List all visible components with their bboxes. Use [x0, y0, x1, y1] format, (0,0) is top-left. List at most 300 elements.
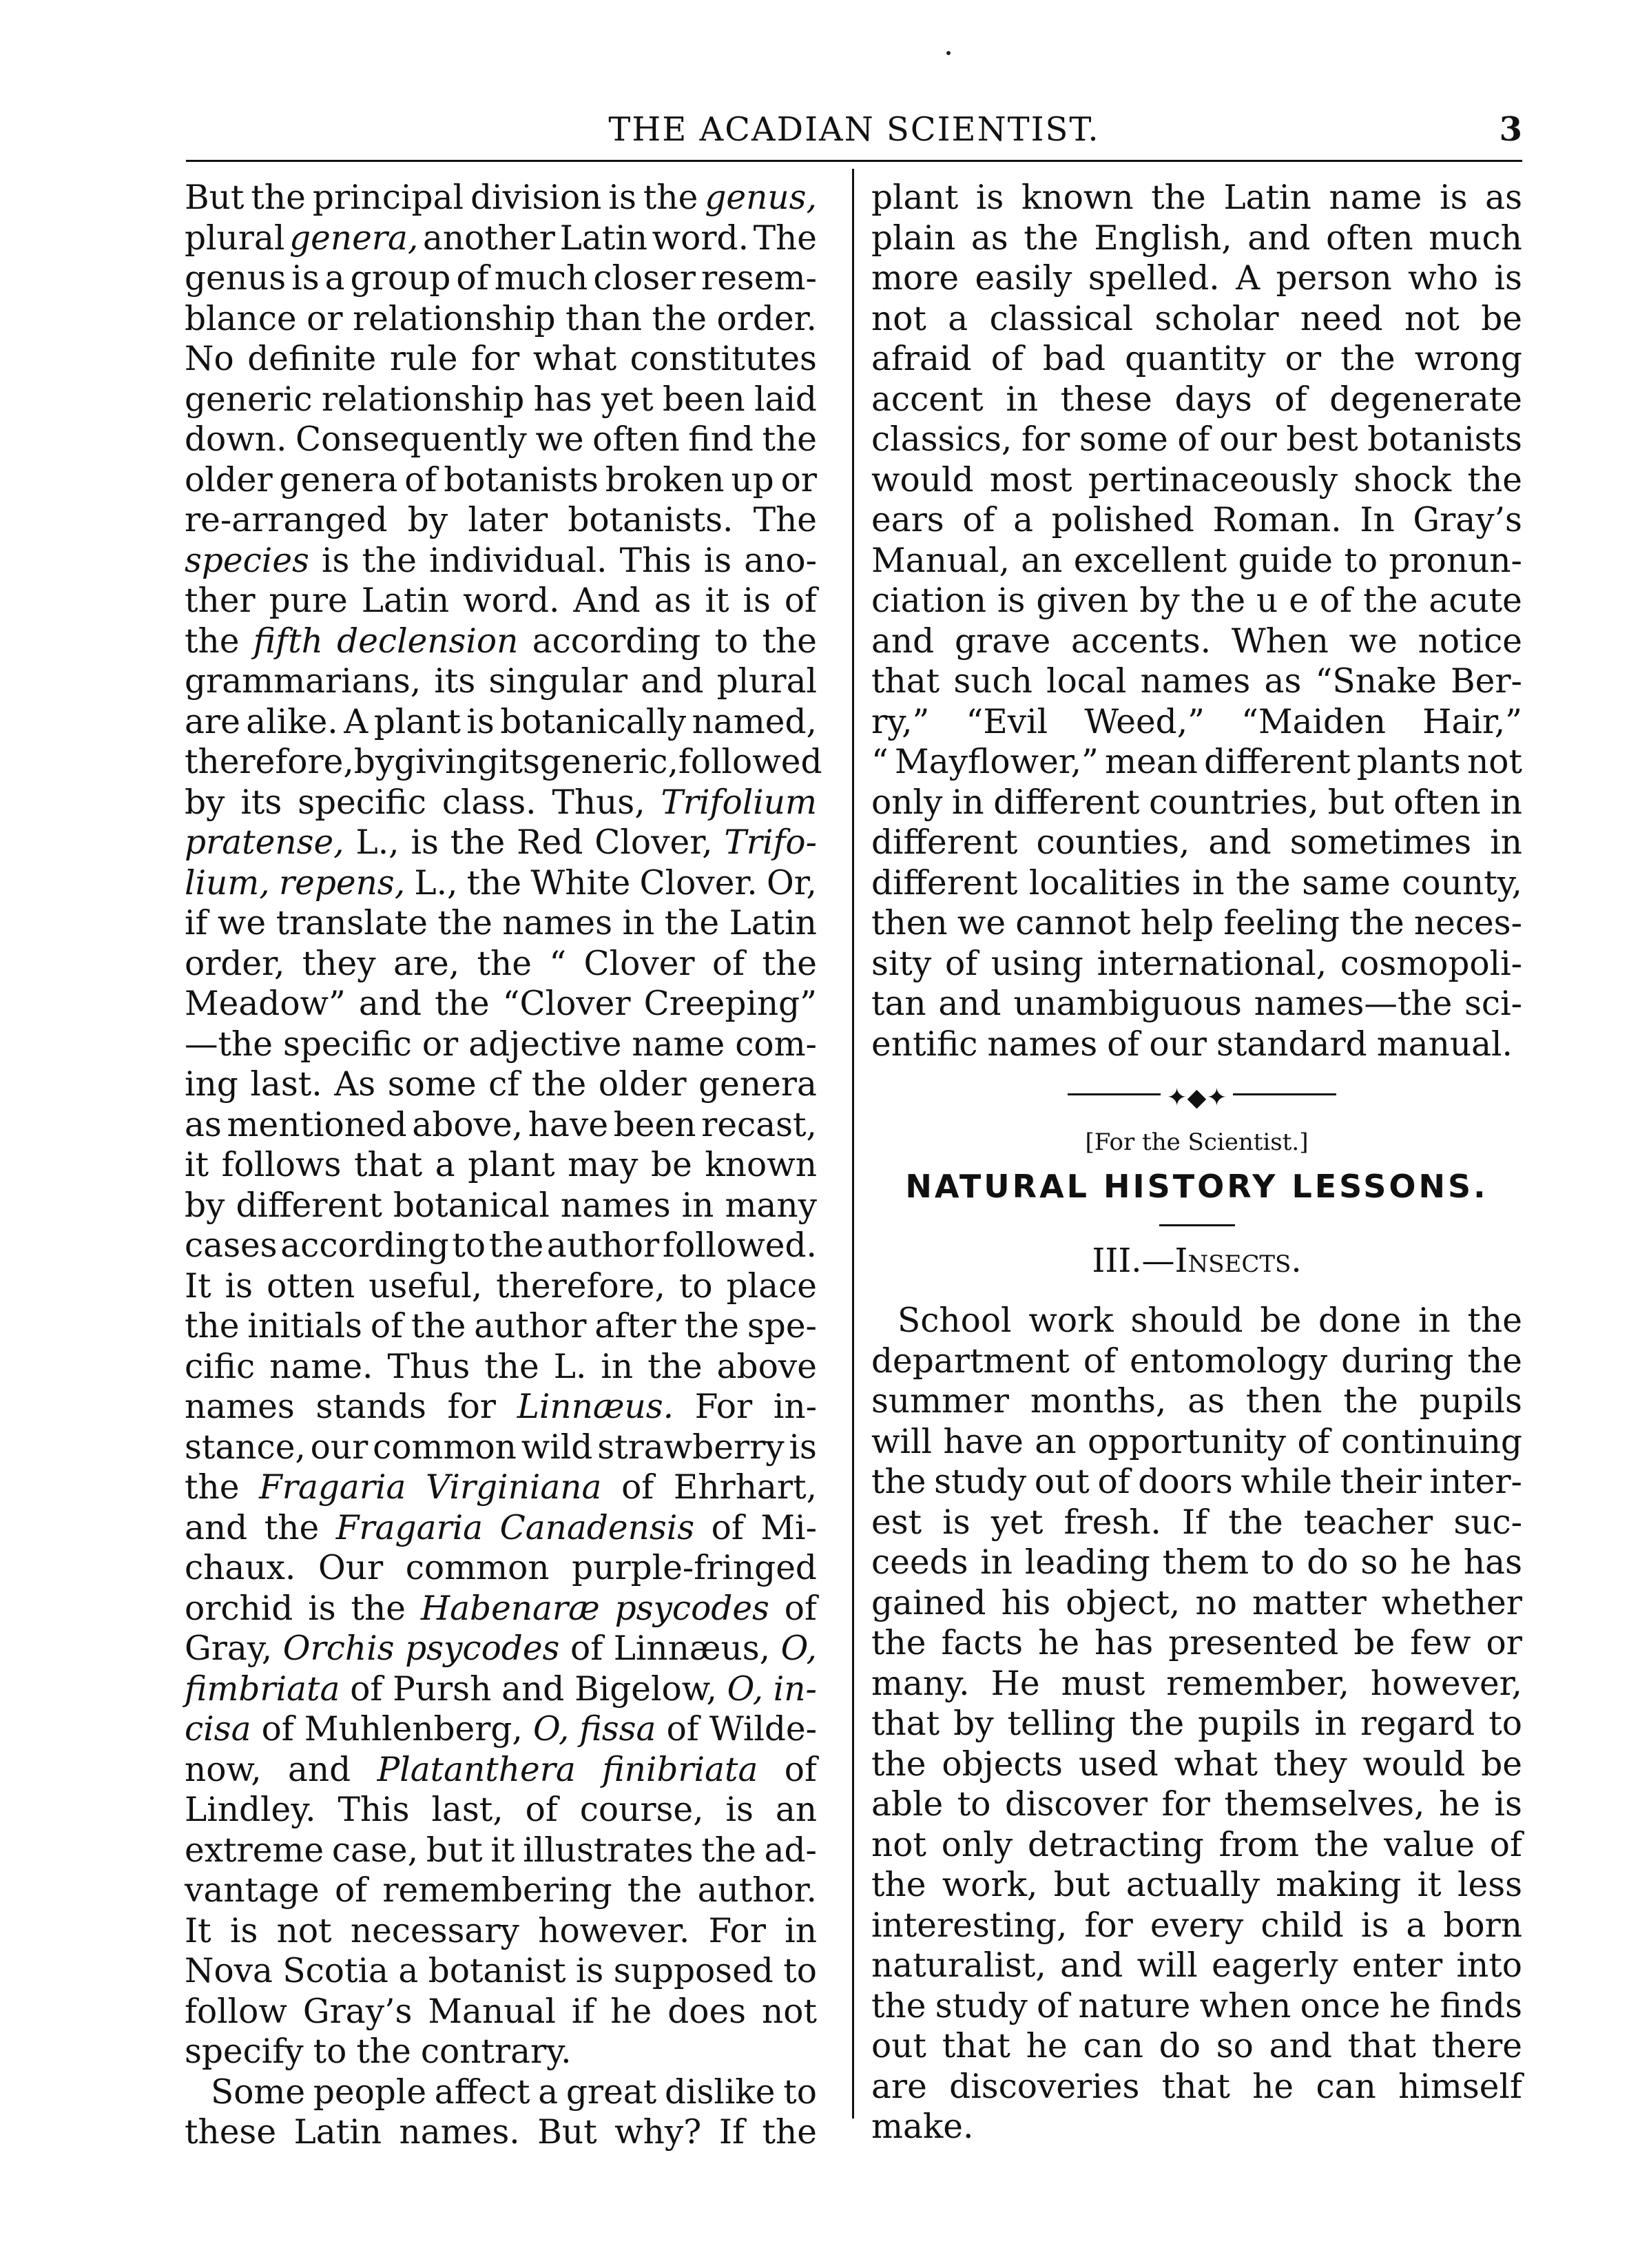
- word: entific: [871, 1024, 978, 1064]
- word: fresh.: [1063, 1503, 1161, 1542]
- word: been: [662, 380, 745, 419]
- word: strawberry: [597, 1427, 785, 1467]
- word: it: [1417, 1866, 1442, 1904]
- word: nature: [1078, 1986, 1191, 2025]
- word: the: [450, 823, 506, 862]
- word: a: [324, 259, 345, 298]
- italic-word: genera,: [289, 218, 419, 258]
- word: cf: [488, 1065, 520, 1104]
- word: acute: [1429, 581, 1522, 620]
- word: vantage: [185, 1871, 320, 1910]
- word: the: [871, 1744, 926, 1784]
- text-line: [871, 1906, 1522, 1946]
- text-line: [185, 2032, 817, 2072]
- word: plant: [373, 702, 461, 741]
- word: the: [647, 1347, 703, 1386]
- word: and: [1060, 1946, 1123, 1985]
- word: names.: [399, 2113, 520, 2152]
- word: we: [217, 904, 267, 942]
- word: is: [308, 1589, 336, 1628]
- section-subtitle: III.—Insects.: [1092, 1241, 1302, 1280]
- word: is: [575, 1952, 604, 1990]
- word: mentioned: [227, 1105, 407, 1144]
- word: dislike: [664, 2072, 776, 2112]
- word: that: [1161, 2067, 1230, 2106]
- word: English,: [1094, 218, 1232, 258]
- word: by: [353, 743, 395, 781]
- word: cific: [185, 1347, 256, 1386]
- word: remembering: [382, 1871, 612, 1910]
- italic-word: declension: [337, 621, 519, 661]
- word: the: [684, 1307, 739, 1346]
- text-line: [871, 1986, 1522, 2027]
- word: the: [477, 944, 532, 983]
- word: yet: [601, 380, 654, 419]
- text-line: [871, 903, 1522, 944]
- word: that: [942, 2027, 1010, 2065]
- word: discoveries: [949, 2067, 1140, 2106]
- word: has: [1094, 1624, 1154, 1662]
- word: Latin: [1223, 178, 1311, 217]
- word: of: [1037, 1986, 1070, 2025]
- word: extreme: [185, 1831, 324, 1870]
- text-line: [871, 783, 1522, 823]
- word: Some: [211, 2072, 306, 2112]
- word: if: [571, 1992, 595, 2031]
- word: Our: [318, 1549, 384, 1587]
- text-line: [185, 460, 817, 501]
- word: of: [334, 1871, 368, 1910]
- word: plant: [468, 1146, 555, 1184]
- word: manual.: [1376, 1024, 1513, 1064]
- text-line: [185, 1589, 817, 1629]
- word: often: [592, 420, 680, 459]
- word: the: [627, 1871, 683, 1910]
- word: and: [358, 984, 422, 1023]
- word: recast,: [701, 1105, 817, 1144]
- word: Clover: [583, 944, 695, 983]
- word: scholar: [1154, 299, 1279, 338]
- word: the: [762, 621, 817, 661]
- text-line: [871, 2067, 1522, 2107]
- word: the: [1151, 178, 1206, 217]
- word: Gray’s: [302, 1992, 413, 2031]
- word: an: [1021, 541, 1063, 580]
- text-line: [185, 1064, 817, 1105]
- word: telling: [1007, 1704, 1116, 1743]
- word: they: [302, 944, 376, 983]
- word: names: [185, 1388, 295, 1426]
- word: to: [678, 1266, 713, 1306]
- word: would: [871, 460, 974, 499]
- word: is: [291, 259, 320, 298]
- word: genera: [279, 460, 398, 499]
- word: the: [652, 299, 707, 338]
- word: interesting,: [871, 1906, 1068, 1945]
- word: If: [1181, 1503, 1208, 1542]
- word: Latin: [729, 904, 817, 942]
- word: purple-fringed: [572, 1549, 817, 1587]
- text-line: [871, 420, 1522, 460]
- word: so: [1216, 2027, 1254, 2065]
- word: Gray,: [185, 1629, 273, 1668]
- word: only: [871, 783, 943, 822]
- word: Mayflower,”: [895, 743, 1099, 781]
- word: is: [1360, 1906, 1389, 1945]
- word: mean: [1105, 743, 1198, 781]
- stray-mark: [946, 51, 951, 55]
- word: is: [789, 1427, 817, 1467]
- word: of: [570, 1629, 603, 1668]
- word: days: [1174, 380, 1252, 419]
- text-line: [185, 1467, 817, 1508]
- word: “Maiden: [1241, 702, 1386, 741]
- word: cosmopoli-: [1340, 944, 1522, 983]
- text-line: [871, 1623, 1522, 1664]
- word: many: [725, 1186, 817, 1225]
- word: summer: [871, 1382, 1009, 1421]
- word: names: [502, 904, 613, 942]
- text-line: [185, 1387, 817, 1427]
- word: relationship: [353, 299, 556, 338]
- word: initials: [247, 1307, 362, 1346]
- word: in: [1314, 1704, 1347, 1743]
- word: used: [1078, 1744, 1159, 1784]
- word: themselves,: [1224, 1785, 1425, 1824]
- word: not: [276, 1911, 332, 1950]
- word: been: [613, 1105, 696, 1144]
- word: different: [993, 783, 1140, 822]
- running-header: [186, 109, 1522, 150]
- text-line: [185, 1226, 817, 1266]
- text-line: [185, 1992, 817, 2032]
- text-line: [871, 460, 1522, 501]
- word: has: [1463, 1543, 1522, 1582]
- word: and: [938, 984, 1002, 1023]
- word: —the: [185, 1024, 273, 1064]
- word: sity: [871, 944, 932, 983]
- word: is: [411, 823, 439, 862]
- word: or: [1486, 1624, 1522, 1662]
- word: botanists.: [568, 501, 734, 539]
- word: the: [437, 904, 492, 942]
- text-line: [871, 984, 1522, 1024]
- word: as: [971, 218, 1008, 258]
- word: by: [407, 501, 448, 539]
- word: is: [322, 541, 350, 580]
- text-line: [185, 1024, 817, 1065]
- word: child: [1260, 1906, 1344, 1945]
- italic-word: Habenaræ: [420, 1589, 600, 1628]
- word: the: [762, 2113, 817, 2152]
- word: its: [240, 783, 282, 822]
- word: ears: [871, 501, 944, 539]
- word: Creeping”: [643, 984, 817, 1023]
- word: the: [871, 1463, 926, 1501]
- word: what: [532, 340, 617, 378]
- word: down.: [185, 420, 287, 459]
- word: he: [1410, 1543, 1452, 1582]
- word: after: [594, 1307, 676, 1346]
- word: every: [1150, 1906, 1244, 1945]
- word: actually: [1125, 1866, 1260, 1904]
- word: plain: [871, 218, 956, 258]
- word: Gray’s: [1413, 501, 1522, 539]
- text-line: [185, 1105, 817, 1146]
- word: the: [1190, 581, 1246, 620]
- word: to: [714, 621, 749, 661]
- word: an: [1035, 1422, 1077, 1461]
- word: notice: [1418, 621, 1522, 661]
- word: accents.: [1071, 621, 1212, 661]
- text-line: [185, 258, 817, 299]
- word: our: [1149, 1024, 1207, 1064]
- word: some: [387, 1065, 477, 1104]
- word: best: [1286, 420, 1358, 459]
- word: to: [783, 1952, 817, 1990]
- word: be: [651, 1146, 692, 1184]
- word: Manual: [428, 1992, 556, 2031]
- word: a: [1406, 1906, 1426, 1945]
- word: gained: [871, 1583, 986, 1622]
- word: And: [573, 581, 641, 620]
- word: genera: [698, 1065, 817, 1104]
- word: translate: [276, 904, 428, 942]
- text-line: [185, 1750, 817, 1791]
- word: local: [1046, 662, 1127, 701]
- word: help: [1140, 904, 1214, 942]
- word: the: [531, 1065, 587, 1104]
- word: word.: [463, 581, 560, 620]
- word: in-: [773, 1388, 817, 1426]
- word: it: [185, 1146, 209, 1184]
- word: affect: [434, 2072, 530, 2112]
- word: rule: [389, 340, 458, 378]
- word: inter-: [1429, 1463, 1522, 1501]
- word: case,: [331, 1831, 419, 1870]
- word: Scotia: [282, 1952, 388, 1990]
- word: place: [726, 1266, 817, 1306]
- word: some: [1079, 420, 1168, 459]
- word: pupils: [1198, 1704, 1301, 1743]
- word: however,: [1370, 1664, 1522, 1703]
- word: is: [229, 1911, 258, 1950]
- word: but: [1327, 783, 1384, 822]
- word: tan: [871, 984, 926, 1023]
- text-line: [871, 742, 1522, 783]
- word: naturalist,: [871, 1946, 1046, 1985]
- word: guide: [1238, 541, 1334, 580]
- word: definite: [247, 340, 377, 378]
- word: specific: [282, 1024, 412, 1064]
- word: our: [310, 1427, 369, 1467]
- word: as: [1187, 1382, 1225, 1421]
- word: polished: [1051, 501, 1194, 539]
- word: Latin: [559, 218, 647, 258]
- word: therefore,: [496, 1266, 665, 1306]
- word: of: [1083, 1341, 1117, 1381]
- text-line: [185, 339, 817, 380]
- word: for: [1084, 1906, 1133, 1945]
- word: older: [185, 460, 273, 499]
- text-line: [185, 1831, 817, 1871]
- word: a: [435, 1146, 455, 1184]
- word: what: [1174, 1744, 1258, 1784]
- word: afraid: [871, 340, 972, 378]
- word: the: [356, 2032, 411, 2071]
- text-line: [185, 178, 817, 218]
- word: ing: [185, 1065, 238, 1104]
- word: botanists: [444, 460, 599, 499]
- italic-word: Linnæus.: [517, 1388, 674, 1426]
- word: excellent: [1073, 541, 1227, 580]
- italic-word: Platanthera: [377, 1750, 576, 1789]
- word: supposed: [613, 1952, 774, 1990]
- word: should: [1130, 1301, 1243, 1340]
- text-line: [871, 1462, 1522, 1503]
- word: of: [711, 1508, 744, 1547]
- word: from: [1218, 1825, 1299, 1864]
- text-line: [185, 1347, 817, 1388]
- text-line: [185, 2072, 817, 2113]
- word: L.,: [355, 823, 400, 862]
- text-line: [185, 1870, 817, 1911]
- word: the: [1236, 863, 1291, 903]
- word: the: [1228, 1503, 1283, 1542]
- word: leading: [1024, 1543, 1150, 1582]
- italic-word: psycodes: [614, 1589, 769, 1628]
- text-line: [871, 944, 1522, 984]
- word: by: [953, 1704, 994, 1743]
- word: Consequently: [295, 420, 527, 459]
- word: “Evil: [966, 702, 1048, 741]
- word: last,: [431, 1791, 504, 1829]
- word: “Snake: [1315, 662, 1437, 701]
- word: Or,: [766, 863, 817, 903]
- word: great: [566, 2072, 657, 2112]
- word: while: [1241, 1463, 1332, 1501]
- word: in: [622, 904, 655, 942]
- word: not: [762, 1992, 817, 2031]
- word: he: [1026, 2027, 1068, 2065]
- text-line: [185, 984, 817, 1024]
- word: principal: [312, 178, 464, 217]
- text-line: [185, 1709, 817, 1750]
- page-number: 3: [1499, 110, 1522, 149]
- word: L.: [553, 1347, 587, 1386]
- word: author.: [697, 1871, 817, 1910]
- word: for: [1021, 420, 1070, 459]
- italic-word: Canadensis: [499, 1508, 695, 1547]
- word: course,: [579, 1791, 704, 1829]
- word: For: [694, 1388, 753, 1426]
- word: different: [236, 1186, 382, 1225]
- word: detracting: [1028, 1825, 1204, 1864]
- word: to: [313, 2032, 347, 2071]
- word: for: [447, 1388, 496, 1426]
- word: using: [990, 944, 1083, 983]
- word: Thus,: [552, 783, 645, 822]
- word: White: [530, 863, 631, 903]
- word: Hair,”: [1422, 702, 1522, 741]
- text-line: [871, 1704, 1522, 1744]
- word: ceeds: [871, 1543, 968, 1582]
- word: Manual,: [871, 541, 1010, 580]
- header-rule: [186, 160, 1522, 162]
- italic-word: Trifolium: [661, 783, 817, 822]
- word: of: [1274, 380, 1307, 419]
- text-line: [871, 380, 1522, 420]
- word: followed: [678, 743, 822, 781]
- word: wrong: [1414, 340, 1522, 378]
- word: of: [1489, 1825, 1522, 1864]
- word: out: [1034, 1463, 1090, 1501]
- word: wild: [521, 1427, 593, 1467]
- word: why?: [614, 2113, 702, 2152]
- word: ano-: [744, 541, 817, 580]
- word: name: [1329, 178, 1422, 217]
- word: in: [1192, 863, 1225, 903]
- text-line: [871, 702, 1522, 743]
- word: has: [533, 380, 592, 419]
- word: not: [871, 299, 926, 338]
- text-line: [871, 299, 1522, 340]
- word: need: [1300, 299, 1383, 338]
- word: different: [1204, 743, 1351, 781]
- word: for: [471, 340, 520, 378]
- word: is: [1494, 259, 1522, 298]
- word: the: [762, 944, 817, 983]
- word: yet: [990, 1503, 1044, 1542]
- word: “Clover: [502, 984, 631, 1023]
- word: constitutes: [630, 340, 817, 378]
- text-line: [871, 1503, 1522, 1543]
- word: feeling: [1223, 904, 1340, 942]
- word: another: [422, 218, 555, 258]
- word: common: [405, 1549, 550, 1587]
- word: the: [185, 1468, 240, 1507]
- text-line: [871, 863, 1522, 904]
- word: these: [1060, 380, 1152, 419]
- word: by: [185, 783, 225, 822]
- word: must: [1061, 1664, 1145, 1703]
- word: Latin: [361, 581, 450, 620]
- italic-word: in-: [773, 1669, 817, 1709]
- word: be: [1481, 1744, 1522, 1784]
- italic-word: fissa: [579, 1710, 656, 1749]
- word: spe-: [747, 1307, 817, 1346]
- word: different: [871, 823, 1018, 862]
- text-line: [871, 621, 1522, 662]
- word: shock: [1353, 460, 1452, 499]
- word: are,: [393, 944, 460, 983]
- word: the: [251, 178, 306, 217]
- word: his: [1001, 1583, 1051, 1622]
- word: would: [1362, 1744, 1466, 1784]
- word: individual.: [429, 541, 608, 580]
- word: often: [1326, 218, 1413, 258]
- text-line: [185, 1951, 817, 1992]
- text-line: [185, 218, 817, 259]
- word: specific: [298, 783, 426, 822]
- word: closer: [593, 259, 696, 298]
- right-column: [871, 178, 1522, 2147]
- word: who: [1408, 259, 1479, 298]
- word: few: [1410, 1624, 1471, 1662]
- word: that: [871, 1704, 940, 1743]
- word: name: [632, 1024, 725, 1064]
- word: word.: [652, 218, 749, 258]
